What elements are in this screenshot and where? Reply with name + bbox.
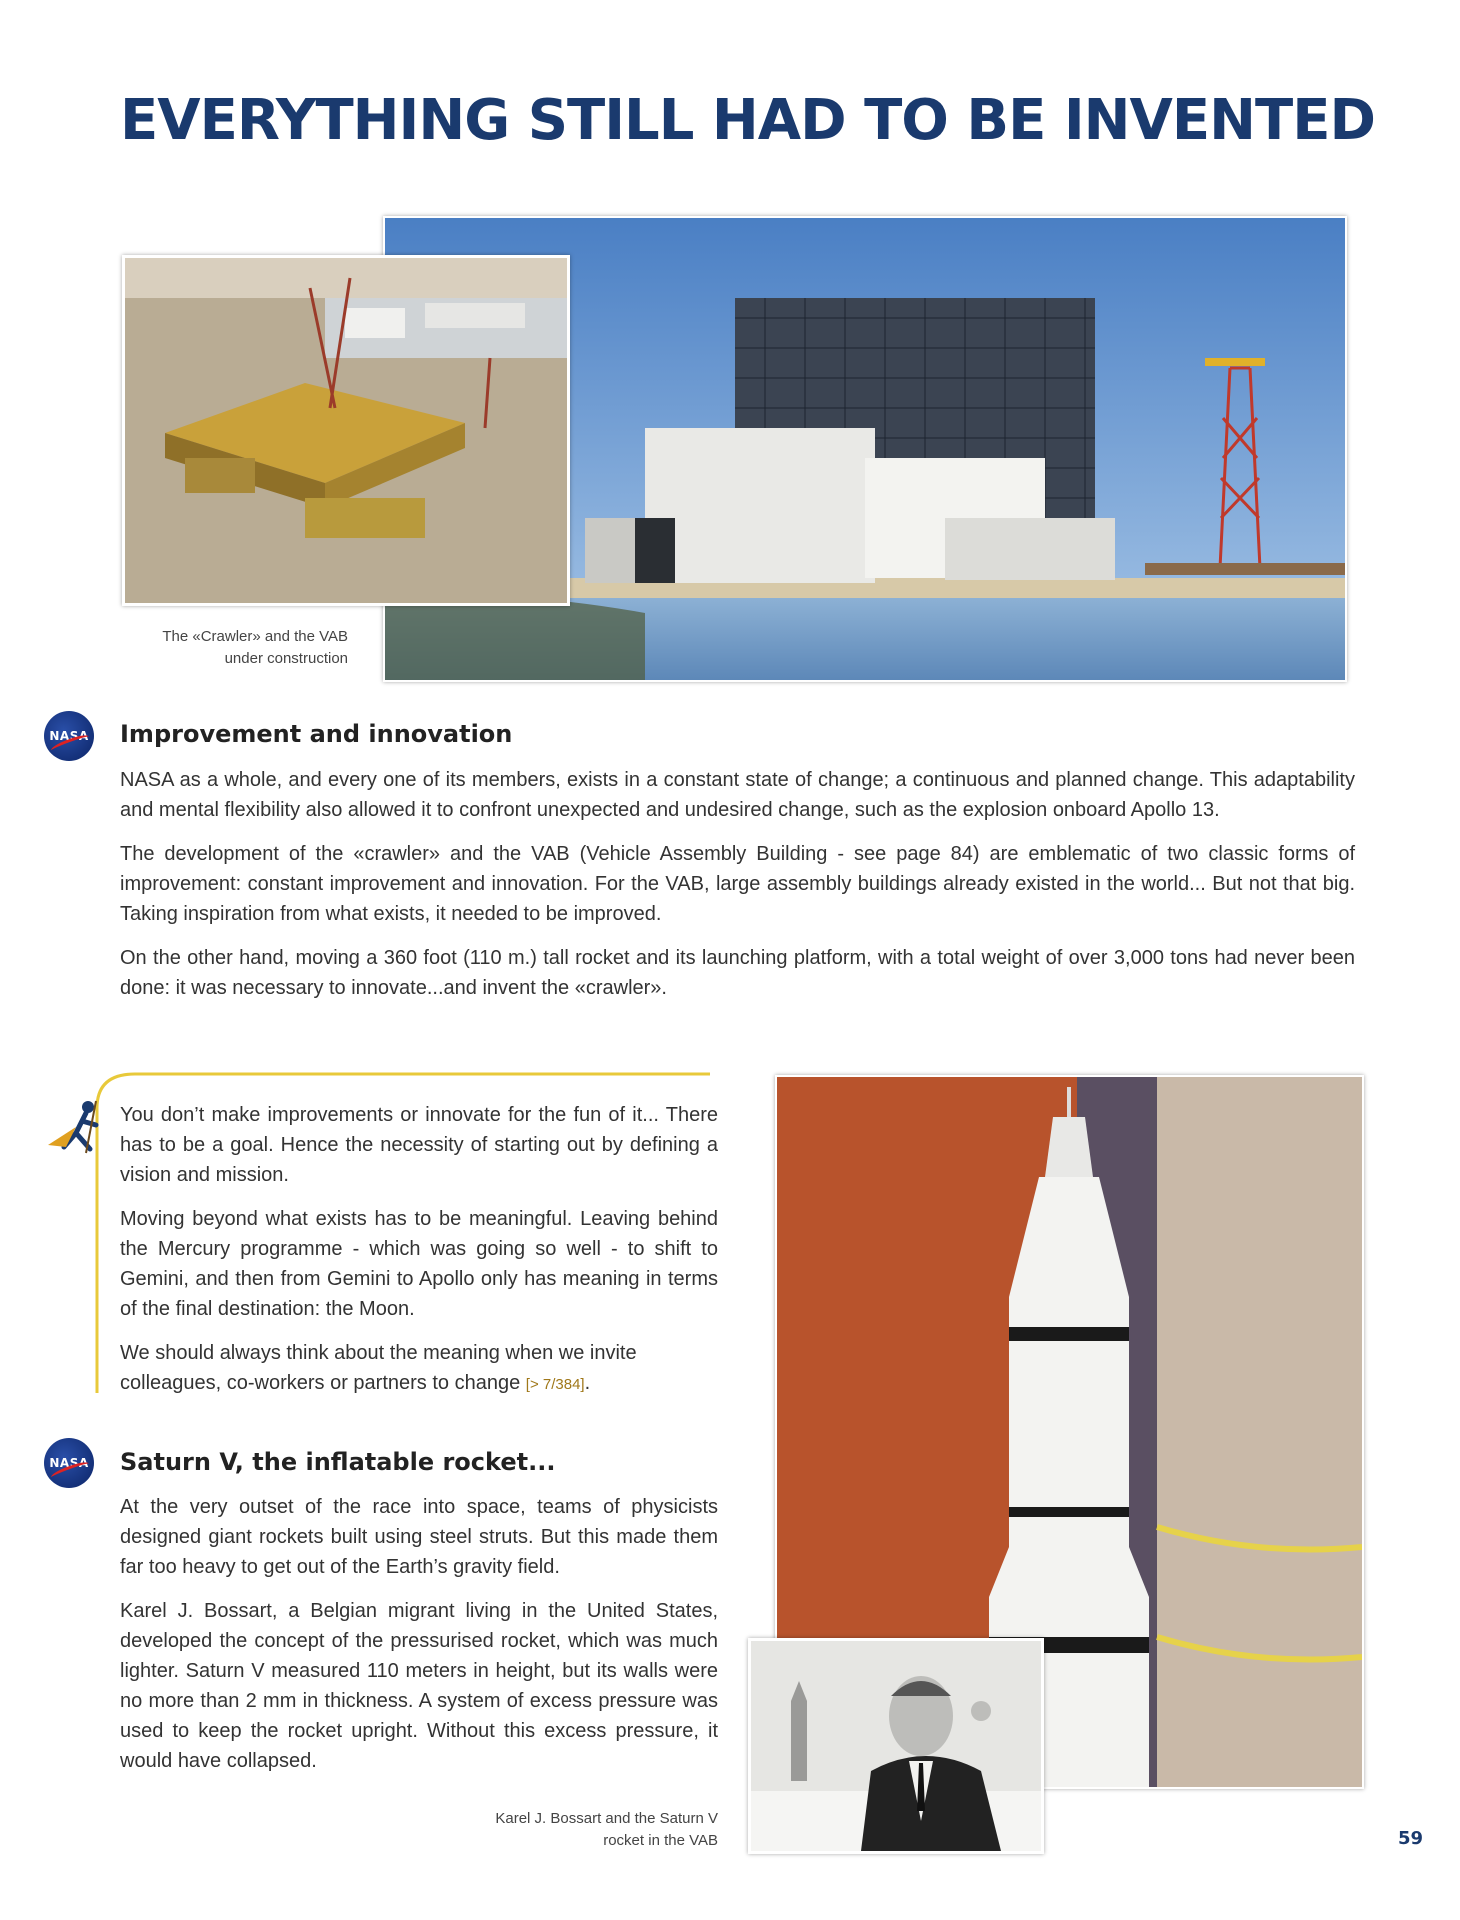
crawler-illustration [125,258,567,603]
callout-paragraph: Moving beyond what exists has to be meaningful. Leaving behind the Mercury programme - which was going so well - to shift to Gemini, and then from Gemini to Apollo only has meaning in terms of the final destination: the Moon. [120,1208,718,1320]
explorer-icon [46,1095,106,1155]
callout-paragraph: You don’t make improvements or innovate for the fun of it... There has to be a goal. Hence the necessity of starting out by defining a vision and mission. [120,1104,718,1186]
crawler-caption-line-1: The «Crawler» and the VAB [162,628,348,645]
nasa-logo-icon [44,1438,94,1488]
section-heading-saturn: Saturn V, the inflatable rocket... [120,1448,556,1476]
section-heading-improvement: Improvement and innovation [120,720,513,748]
bossart-caption-line-1: Karel J. Bossart and the Saturn V [495,1810,718,1827]
bossart-portrait-illustration [751,1641,1041,1851]
page-title: EVERYTHING STILL HAD TO BE INVENTED [120,88,1375,153]
callout-body [120,1100,718,1414]
crawler-caption-line-2: under construction [224,650,348,667]
callout-paragraph-with-ref [120,1338,718,1400]
paragraph: Karel J. Bossart, a Belgian migrant living in the United States, developed the concept of the pressurised rocket, which was much lighter. Saturn V measured 110 meters in height, but its walls were no more than 2 mm in thickness. A system of excess pressure was used to keep the rocket upright. Without this excess pressure, it would have collapsed. [120,1600,718,1772]
paragraph: NASA as a whole, and every one of its members, exists in a constant state of change; a continuous and planned change. This adaptability and mental flexibility also allowed it to confront unexpected and undesired change, such as the explosion onboard Apollo 13. [120,769,1355,821]
bossart-caption [440,1808,718,1852]
nasa-logo-icon [44,711,94,761]
bossart-caption-line-2: rocket in the VAB [603,1832,718,1849]
section-body-improvement [120,765,1355,1017]
paragraph: At the very outset of the race into space, teams of physicists designed giant rockets built using steel struts. But this made them far too heavy to get out of the Earth’s gravity field. [120,1496,718,1578]
nasa-logo-text: NASA [49,729,89,743]
page-number: 59 [1398,1828,1424,1849]
bossart-portrait-photo [748,1638,1044,1854]
nasa-logo-text: NASA [49,1456,89,1470]
callout-text: We should always think about the meaning when we invite colleagues, co-workers or partners to change [120,1342,637,1394]
callout-ref-tail: . [584,1372,591,1394]
paragraph: On the other hand, moving a 360 foot (110 m.) tall rocket and its launching platform, with a total weight of over 3,000 tons had never been done: it was necessary to innovate...and invent the «crawler». [120,947,1355,999]
crawler-photo [122,255,570,606]
section-body-saturn [120,1492,718,1790]
paragraph: The development of the «crawler» and the VAB (Vehicle Assembly Building - see page 84) are emblematic of two classic forms of improvement: constant improvement and innovation. For the VAB, large assembly buildings already existed in the world... But not that big. Taking inspiration from what exists, it needed to be improved. [120,843,1355,925]
crawler-caption [130,626,348,670]
page-reference-link[interactable]: [> 7/384] [525,1376,585,1393]
